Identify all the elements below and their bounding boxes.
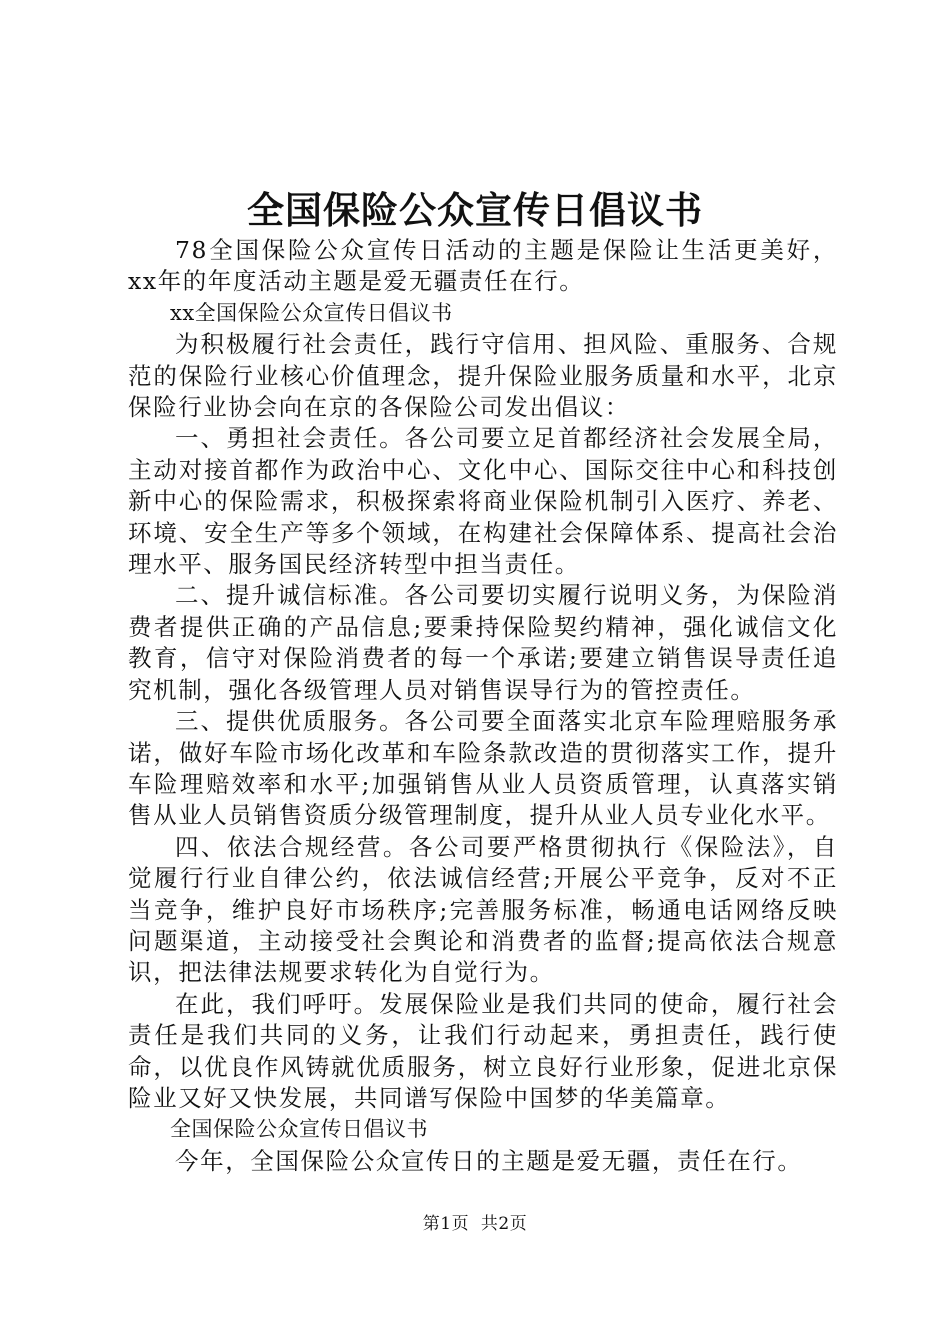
page-footer bbox=[0, 1212, 950, 1236]
paragraph: 一、勇担社会责任。各公司要立足首都经济社会发展全局，主动对接首都作为政治中心、文化中心、国际交往中心和科技创新中心的保险需求，积极探索将商业保险机制引入医疗、养老、环境、安全生产等多个领域，在构建社会保障体系、提高社会治理水平、服务国民经济转型中担当责任。 bbox=[128, 424, 838, 579]
paragraph: 78全国保险公众宣传日活动的主题是保险让生活更美好，xx年的年度活动主题是爱无疆责任在行。 bbox=[128, 236, 838, 296]
paragraph-subheading: 全国保险公众宣传日倡议书 bbox=[170, 1117, 428, 1142]
page-number: 第1页 bbox=[422, 1214, 470, 1234]
paragraph: 三、提供优质服务。各公司要全面落实北京车险理赔服务承诺，做好车险市场化改革和车险条款改造的贯彻落实工作，提升车险理赔效率和水平;加强销售从业人员资质管理，认真落实销售从业人员销售资质分级管理制度，提升从业人员专业化水平。 bbox=[128, 707, 838, 830]
document-body bbox=[128, 235, 838, 1177]
paragraph: 四、依法合规经营。各公司要严格贯彻执行《保险法》，自觉履行行业自律公约，依法诚信经营;开展公平竞争，反对不正当竞争，维护良好市场秩序;完善服务标准，畅通电话网络反映问题渠道，主动接受社会舆论和消费者的监督;提高依法合规意识，把法律法规要求转化为自觉行为。 bbox=[128, 832, 838, 987]
paragraph: 今年，全国保险公众宣传日的主题是爱无疆，责任在行。 bbox=[175, 1146, 803, 1175]
paragraph: 为积极履行社会责任，践行守信用、担风险、重服务、合规范的保险行业核心价值理念，提升保险业服务质量和水平，北京保险行业协会向在京的各保险公司发出倡议： bbox=[128, 330, 838, 422]
paragraph-subheading: xx全国保险公众宣传日倡议书 bbox=[170, 300, 453, 325]
document-title: 全国保险公众宣传日倡议书 bbox=[247, 188, 703, 232]
paragraph: 在此，我们呼吁。发展保险业是我们共同的使命，履行社会责任是我们共同的义务，让我们行动起来，勇担责任，践行使命，以优良作风铸就优质服务，树立良好行业形象，促进北京保险业又好又快发展，共同谱写保险中国梦的华美篇章。 bbox=[128, 989, 838, 1112]
paragraph: 二、提升诚信标准。各公司要切实履行说明义务，为保险消费者提供正确的产品信息;要秉持保险契约精神，强化诚信文化教育，信守对保险消费者的每一个承诺;要建立销售误导责任追究机制，强化各级管理人员对销售误导行为的管控责任。 bbox=[128, 581, 838, 704]
page-total: 共2页 bbox=[480, 1214, 528, 1234]
